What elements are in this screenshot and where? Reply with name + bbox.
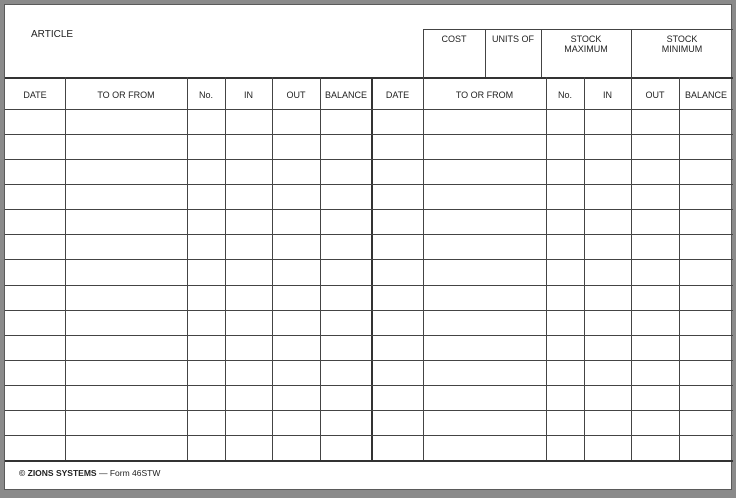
grid-row-line <box>5 234 733 235</box>
grid-row-line <box>5 184 733 185</box>
grid-row-line <box>5 385 733 386</box>
grid-row-line <box>5 360 733 361</box>
info-box-divider <box>631 29 632 77</box>
col-date-left: DATE <box>23 90 47 100</box>
col-out-left: OUT <box>286 90 306 100</box>
col-to-or-from-right: TO OR FROM <box>455 90 514 100</box>
cost-label: COST <box>441 34 467 44</box>
stock-record-card <box>4 4 732 490</box>
col-in-right: IN <box>603 90 612 100</box>
grid-row-line <box>5 285 733 286</box>
grid-row-line <box>5 335 733 336</box>
units-of-label: UNITS OF <box>492 34 534 44</box>
grid-row-line <box>5 159 733 160</box>
info-box-top-border <box>423 29 733 30</box>
stock-minimum-label-1: STOCK <box>666 34 698 44</box>
info-box-divider <box>485 29 486 77</box>
grid-row-line <box>5 410 733 411</box>
col-in-left: IN <box>244 90 253 100</box>
col-date-right: DATE <box>385 90 410 100</box>
col-balance-right: BALANCE <box>684 90 728 100</box>
grid-row-line <box>5 134 733 135</box>
stock-maximum-label-1: STOCK <box>570 34 602 44</box>
stock-minimum-label-2: MINIMUM <box>661 44 703 54</box>
company-name: © ZIONS SYSTEMS <box>19 468 97 478</box>
grid-row-line <box>5 310 733 311</box>
form-number: — Form 46STW <box>96 468 161 478</box>
table-bottom-border <box>5 460 733 462</box>
col-out-right: OUT <box>645 90 665 100</box>
col-to-or-from-left: TO OR FROM <box>97 90 155 100</box>
article-label: ARTICLE <box>31 29 74 40</box>
col-balance-left: BALANCE <box>324 90 368 100</box>
form-footer <box>19 468 160 478</box>
stock-maximum-label-2: MAXIMUM <box>564 44 608 54</box>
grid-row-line <box>5 109 733 110</box>
col-no-right: No. <box>557 90 572 100</box>
grid-row-line <box>5 209 733 210</box>
grid-row-line <box>5 259 733 260</box>
table-top-border <box>5 77 733 79</box>
grid-row-line <box>5 435 733 436</box>
info-box-divider <box>541 29 542 77</box>
info-box-divider <box>423 29 424 77</box>
col-no-left: No. <box>198 90 213 100</box>
